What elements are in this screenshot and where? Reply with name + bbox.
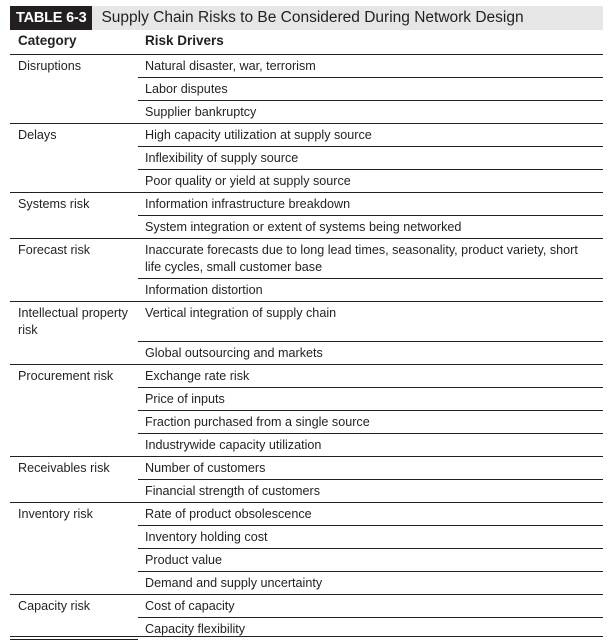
table-row — [10, 387, 603, 410]
table-row — [10, 571, 603, 594]
category-cell: Intellectual property risk — [18, 306, 128, 337]
risk-driver-cell: Fraction purchased from a single source — [138, 410, 603, 433]
category-cell-empty — [10, 279, 138, 302]
risk-driver-cell: System integration or extent of systems being networked — [138, 216, 603, 239]
table-row — [10, 124, 603, 147]
table-row — [10, 55, 603, 78]
header-risk-drivers: Risk Drivers — [138, 33, 603, 55]
table-title-bar — [10, 6, 603, 30]
category-cell: Forecast risk — [18, 243, 91, 257]
table-row — [10, 364, 603, 387]
table-row — [10, 279, 603, 302]
risk-driver-cell: Natural disaster, war, terrorism — [138, 55, 603, 78]
category-cell: Capacity risk — [18, 598, 91, 613]
table-row — [10, 456, 603, 479]
risk-driver-cell: Rate of product obsolescence — [138, 502, 603, 525]
table-row — [10, 525, 603, 548]
table-body — [10, 55, 603, 640]
table-label: TABLE 6-3 — [10, 6, 92, 30]
category-cell-empty — [10, 433, 138, 456]
table-row — [10, 502, 603, 525]
risk-driver-cell: Number of customers — [138, 456, 603, 479]
risk-driver-cell: Capacity flexibility — [145, 621, 246, 636]
category-cell: Inventory risk — [18, 506, 93, 521]
table-row — [10, 147, 603, 170]
category-cell: Receivables risk — [18, 460, 110, 475]
table-row — [10, 410, 603, 433]
header-row — [10, 33, 603, 55]
risk-driver-cell: Inaccurate forecasts due to long lead times, seasonality, product variety, short life cycles, small customer base — [138, 239, 603, 279]
risk-driver-cell: Inventory holding cost — [138, 525, 603, 548]
risk-table — [10, 33, 603, 640]
category-cell-empty — [10, 147, 138, 170]
risk-driver-cell: Vertical integration of supply chain — [138, 302, 603, 342]
risk-driver-cell: Poor quality or yield at supply source — [138, 170, 603, 193]
category-cell-empty — [10, 170, 138, 193]
category-cell: Systems risk — [18, 197, 90, 211]
table-row — [10, 78, 603, 101]
table-row — [10, 170, 603, 193]
table-row — [10, 239, 603, 279]
risk-driver-cell: Product value — [138, 548, 603, 571]
category-cell-empty — [10, 571, 138, 594]
risk-driver-cell: Information distortion — [138, 279, 603, 302]
risk-driver-cell: Industrywide capacity utilization — [138, 433, 603, 456]
table-row — [10, 433, 603, 456]
risk-driver-cell: Global outsourcing and markets — [138, 341, 603, 364]
category-cell: Procurement risk — [18, 368, 114, 383]
table-title: Supply Chain Risks to Be Considered During Network Design — [101, 9, 524, 26]
category-cell-empty — [10, 479, 138, 502]
risk-driver-cell: Inflexibility of supply source — [138, 147, 603, 170]
category-cell: Delays — [18, 128, 57, 142]
table-row — [10, 216, 603, 239]
table-row — [10, 101, 603, 124]
risk-driver-cell: Supplier bankruptcy — [138, 101, 603, 124]
table-row — [10, 548, 603, 571]
risk-driver-cell: Information infrastructure breakdown — [138, 193, 603, 216]
category-cell-empty — [10, 341, 138, 364]
category-cell-empty — [10, 78, 138, 101]
risk-driver-cell: Demand and supply uncertainty — [138, 571, 603, 594]
category-cell-empty — [10, 410, 138, 433]
category-cell-empty — [10, 216, 138, 239]
category-cell-empty — [10, 387, 138, 410]
bottom-rule — [10, 636, 603, 637]
table-row — [10, 193, 603, 216]
category-cell-empty — [10, 548, 138, 571]
category-cell-empty — [10, 525, 138, 548]
category-cell-empty — [10, 101, 138, 124]
risk-driver-cell: High capacity utilization at supply source — [138, 124, 603, 147]
table-row — [10, 341, 603, 364]
risk-driver-cell: Cost of capacity — [138, 594, 603, 617]
header-category: Category — [10, 33, 138, 55]
table-row — [10, 479, 603, 502]
table-row — [10, 594, 603, 617]
table-row — [10, 302, 603, 342]
risk-driver-cell: Financial strength of customers — [138, 479, 603, 502]
risk-driver-cell: Exchange rate risk — [138, 364, 603, 387]
risk-driver-cell: Labor disputes — [138, 78, 603, 101]
risk-driver-cell: Price of inputs — [138, 387, 603, 410]
category-cell: Disruptions — [18, 59, 81, 73]
